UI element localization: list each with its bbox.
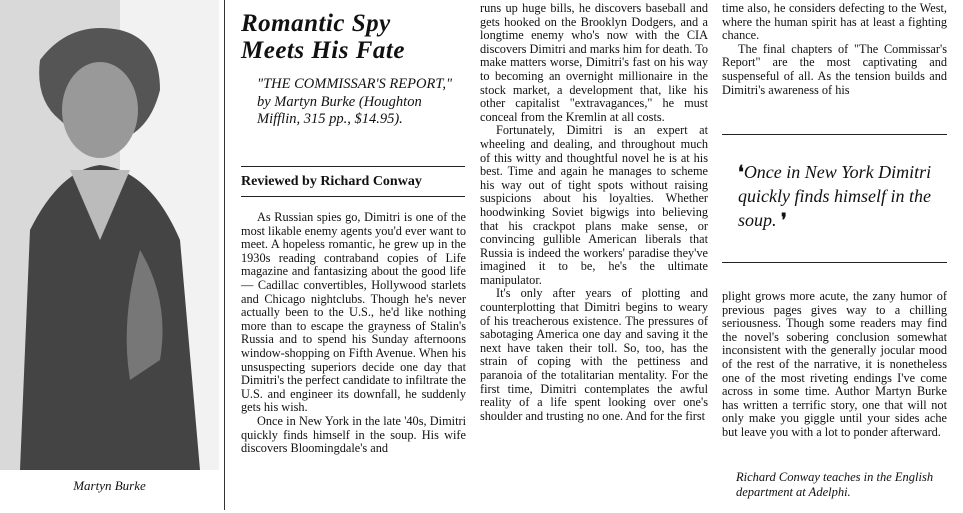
article-column-3-top xyxy=(722,2,947,97)
open-quote-icon: ❛ xyxy=(738,162,744,182)
article-paragraph: time also, he considers defecting to the West, where the human spirit has at least a fighting chance. xyxy=(722,1,947,43)
headline-line-1: Romantic Spy xyxy=(241,10,391,37)
pull-quote-text: Once in New York Dimitri quickly finds himself in the soup. xyxy=(738,162,932,230)
close-quote-icon: ❜ xyxy=(781,210,787,230)
article-paragraph: plight grows more acute, the zany humor of previous pages gives way to a chilling seriousness. Though some readers may find the novel's sobering conclusion somewhat inconsistent with the generally jocular mood of the rest of the narrative, it is nonetheless one of the most riveting endings I've come across in some time. Author Martyn Burke has written a terrific story, one that will not only make you giggle until your sides ache but leave you with a lot to ponder afterward. xyxy=(722,289,947,439)
article-paragraph: Fortunately, Dimitri is an expert at wheeling and dealing, and throughout much of this witty and thoughtful novel he is at his best. Time and again he manages to scheme his way out of tight spots without raising suspicions about his loyalties. Whether hoodwinking Soviet bigwigs into believing that his crackpot plans make sense, or convincing gullible American liberals that Russia is indeed the workers' paradise they've imagined it to be, he's the ultimate manipulator. xyxy=(480,123,708,287)
pull-quote-top-rule xyxy=(722,134,947,135)
article-paragraph: It's only after years of plotting and counterplotting that Dimitri begins to weary of his treacherous existence. The pressures of sabotaging America one day and saving it the next have taken their toll. So, too, has the strain of coping with the pettiness and paranoia of the totalitarian mentality. For the first time, Dimitri contemplates the awful reality of a life spent looking over one's shoulder and trusting no one. And for the first xyxy=(480,286,708,423)
article-paragraph: The final chapters of "The Commissar's Report" are the most captivating and suspenseful of all. As the tension builds and Dimitri's awareness of his xyxy=(722,41,947,97)
book-info: "THE COMMISSAR'S REPORT," by Martyn Burke (Houghton Mifflin, 315 pp., $14.95). xyxy=(257,76,453,127)
author-portrait-image xyxy=(0,0,219,470)
divider-rule xyxy=(241,196,465,197)
author-photo xyxy=(0,0,219,470)
column-divider xyxy=(224,0,225,510)
pull-quote xyxy=(738,160,943,232)
review-byline: Reviewed by Richard Conway xyxy=(241,174,422,189)
article-column-1 xyxy=(241,211,466,456)
headline xyxy=(241,10,466,64)
article-column-2 xyxy=(480,2,708,423)
pull-quote-bottom-rule xyxy=(722,262,947,263)
author-note: Richard Conway teaches in the English department at Adelphi. xyxy=(736,470,934,499)
headline-line-2: Meets His Fate xyxy=(241,37,405,64)
photo-caption: Martyn Burke xyxy=(73,478,146,493)
article-paragraph: runs up huge bills, he discovers baseball and gets hooked on the Brooklyn Dodgers, and a longtime enemy who's now with the CIA discovers Dimitri and marks him for death. To make matters worse, Dimitri's fast on his way to becoming an overnight millionaire in the stock market, a development that, like his other capitalist "extravagances," he must conceal from the Kremlin at all costs. xyxy=(480,1,708,124)
article-column-3-bottom xyxy=(722,290,947,440)
divider-rule xyxy=(241,166,465,167)
article-paragraph: Once in New York in the late '40s, Dimitri quickly finds himself in the soup. His wife discovers Bloomingdale's and xyxy=(241,413,466,456)
article-paragraph: As Russian spies go, Dimitri is one of the most likable enemy agents you'd ever want to meet. A hopeless romantic, he grew up in the 1930s reading contraband copies of Life magazine and fantasizing about the good life — Cadillac convertibles, Hollywood starlets and Chicago nightclubs. Though he's never actually been to the U.S., he'd like nothing more than to escape the grayness of Stalin's Russia and to spend his Sunday afternoons window-shopping on Fifth Avenue. When his unsuspecting superiors decide one day that Dimitri's the perfect candidate to infiltrate the U.S. and engineer its downfall, he suddenly gets his wish. xyxy=(241,210,466,415)
